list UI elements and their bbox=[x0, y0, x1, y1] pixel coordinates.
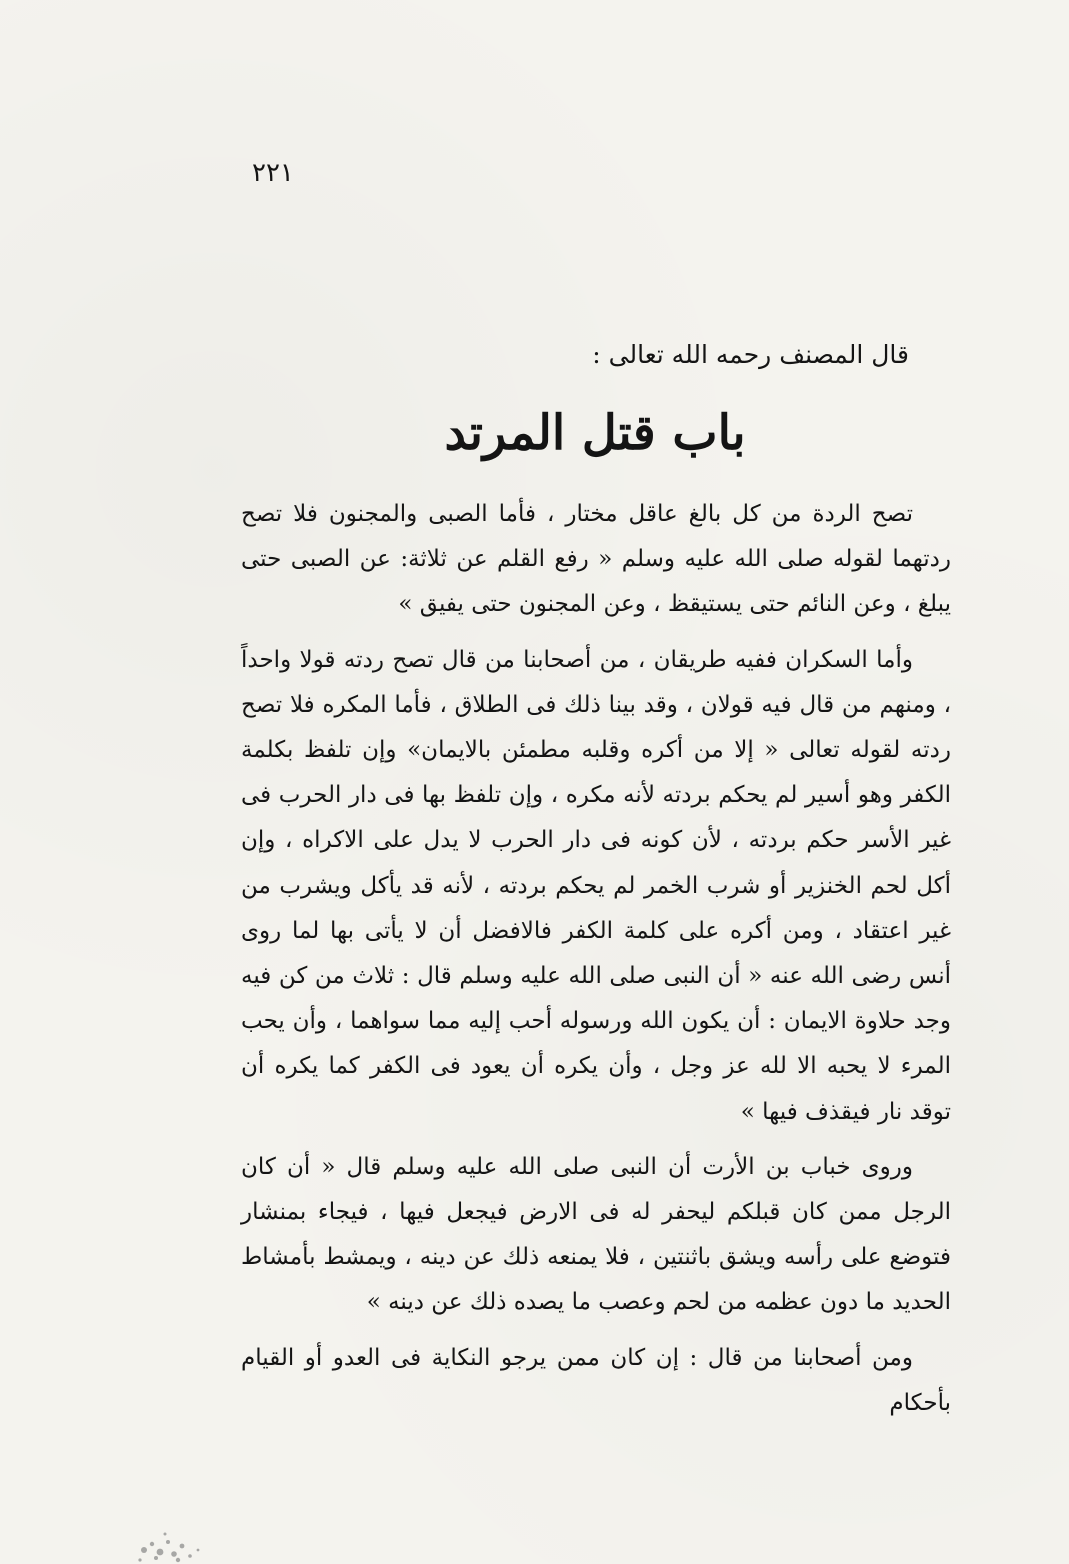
scan-speckle bbox=[110, 1520, 230, 1564]
paragraph: وأما السكران ففيه طريقان ، من أصحابنا من قال تصح ردته قولا واحداً ، ومنهم من قال فيه قولان ، وقد بينا ذلك فى الطلاق ، فأما المكره فلا تصح ردته لقوله تعالى « إلا من أكره وقلبه مطمئن بالايمان» وإن تلفظ بكلمة الكفر وهو أسير لم يحكم بردته لأنه مكره ، وإن تلفظ بها فى دار الحرب فى غير الأسر حكم بردته ، لأن كونه فى دار الحرب لا يدل على الاكراه ، وإن أكل لحم الخنزير أو شرب الخمر لم يحكم بردته ، لأنه قد يأكل ويشرب من غير اعتقاد ، ومن أكره على كلمة الكفر فالافضل أن لا يأتى بها لما روى أنس رضى الله عنه « أن النبى صلى الله عليه وسلم قال : ثلاث من كن فيه وجد حلاوة الايمان : أن يكون الله ورسوله أحب إليه مما سواهما ، وأن يحب المرء لا يحبه الا لله عز وجل ، وأن يكره أن يعود فى الكفر كما يكره أن توقد نار فيقذف فيها » bbox=[241, 646, 951, 1125]
body-text bbox=[241, 492, 951, 1436]
paragraph: ومن أصحابنا من قال : إن كان ممن يرجو النكاية فى العدو أو القيام بأحكام bbox=[241, 1344, 951, 1416]
chapter-title: باب قتل المرتد bbox=[444, 405, 746, 461]
page-number: ٢٢١ bbox=[252, 158, 294, 188]
paragraph: تصح الردة من كل بالغ عاقل مختار ، فأما الصبى والمجنون فلا تصح ردتهما لقوله صلى الله عليه وسلم « رفع القلم عن ثلاثة: عن الصبى حتى يبلغ ، وعن النائم حتى يستيقظ ، وعن المجنون حتى يفيق » bbox=[241, 501, 951, 618]
intro-line: قال المصنف رحمه الله تعالى : bbox=[592, 340, 909, 369]
paragraph: وروى خباب بن الأرت أن النبى صلى الله عليه وسلم قال « أن كان الرجل ممن كان قبلكم ليحفر له فى الارض فيجعل فيها ، فيجاء بمنشار فتوضع على رأسه ويشق باثنتين ، فلا يمنعه ذلك عن دينه ، ويمشط بأمشاط الحديد ما دون عظمه من لحم وعصب ما يصده ذلك عن دينه » bbox=[241, 1153, 951, 1316]
